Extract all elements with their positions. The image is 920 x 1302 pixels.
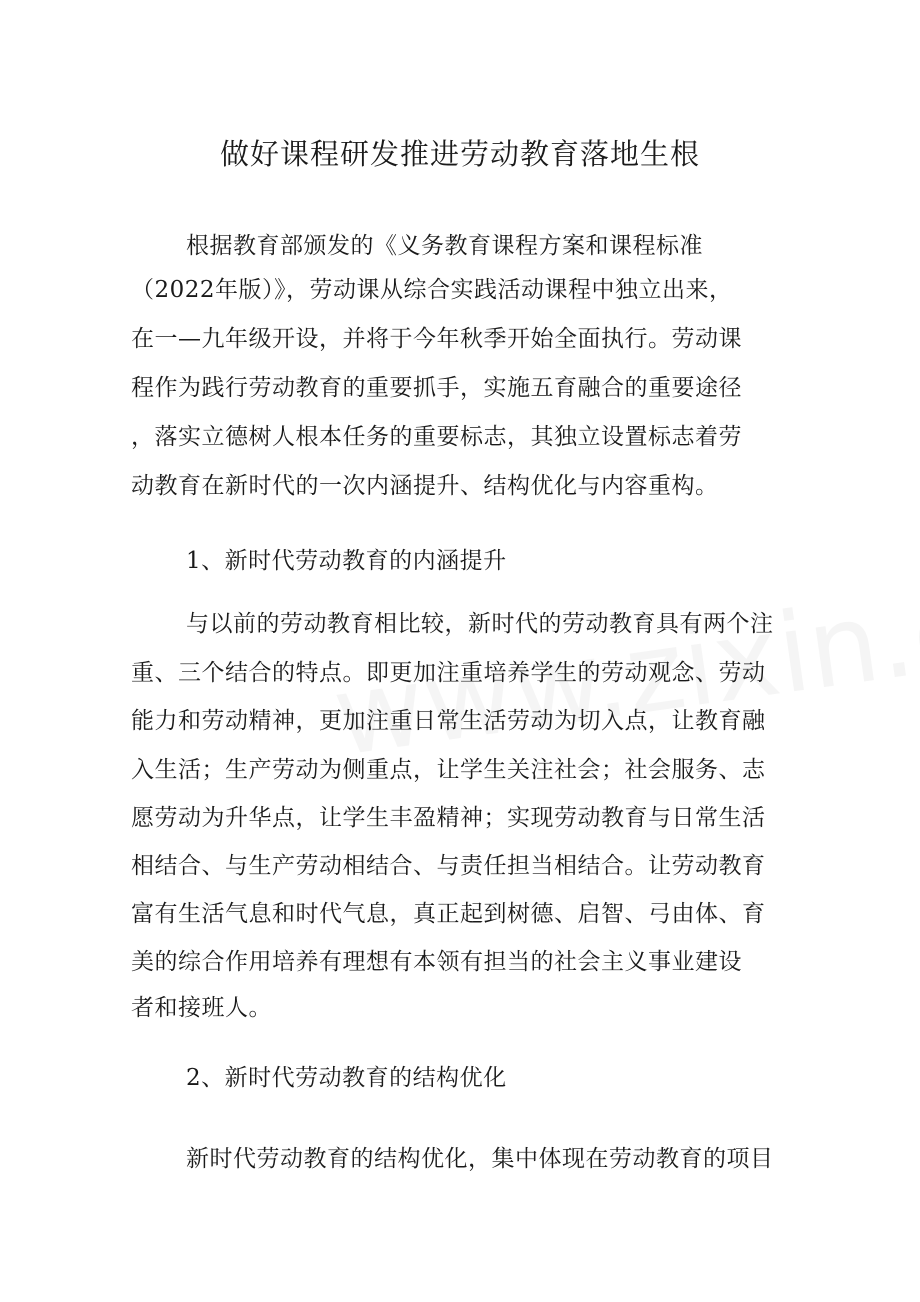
section-heading-1: 1、新时代劳动教育的内涵提升 bbox=[186, 548, 507, 574]
paragraph-2-line-6: 相结合、与生产劳动相结合、与责任担当相结合。让劳动教育 bbox=[131, 853, 766, 879]
paragraph-2-line-7: 富有生活气息和时代气息，真正起到树德、启智、弓由体、育 bbox=[131, 901, 766, 927]
paragraph-2-line-3: 能力和劳动精神，更加注重日常生活劳动为切入点，让教育融 bbox=[131, 708, 766, 734]
paragraph-1-line-2: （2022年版）》，劳动课从综合实践活动课程中独立出来， bbox=[131, 277, 733, 303]
paragraph-2-line-2: 重、三个结合的特点。即更加注重培养学生的劳动观念、劳动 bbox=[131, 660, 766, 686]
page-title: 做好课程研发推进劳动教育落地生根 bbox=[219, 137, 700, 171]
paragraph-1-line-4: 程作为践行劳动教育的重要抓手，实施五育融合的重要途径 bbox=[131, 375, 742, 401]
paragraph-1-line-5: ，落实立德树人根本任务的重要标志，其独立设置标志着劳 bbox=[131, 424, 742, 450]
paragraph-2-line-5: 愿劳动为升华点，让学生丰盈精神；实现劳动教育与日常生活 bbox=[131, 805, 766, 831]
paragraph-1-line-6: 动教育在新时代的一次内涵提升、结构优化与内容重构。 bbox=[131, 473, 719, 499]
paragraph-2-line-8: 美的综合作用培养有理想有本领有担当的社会主义事业建设 bbox=[131, 949, 742, 975]
paragraph-1-line-3: 在一—九年级开设，并将于今年秋季开始全面执行。劳动课 bbox=[131, 326, 742, 352]
paragraph-3-line-1: 新时代劳动教育的结构优化，集中体现在劳动教育的项目 bbox=[186, 1146, 774, 1172]
paragraph-2-line-9: 者和接班人。 bbox=[131, 995, 272, 1021]
paragraph-1-line-1: 根据教育部颁发的《义务教育课程方案和课程标准 bbox=[186, 233, 703, 259]
paragraph-2-line-1: 与以前的劳动教育相比较，新时代的劳动教育具有两个注 bbox=[186, 611, 774, 637]
section-heading-2: 2、新时代劳动教育的结构优化 bbox=[186, 1065, 507, 1091]
paragraph-2-line-4: 入生活；生产劳动为侧重点，让学生关注社会；社会服务、志 bbox=[131, 757, 766, 783]
